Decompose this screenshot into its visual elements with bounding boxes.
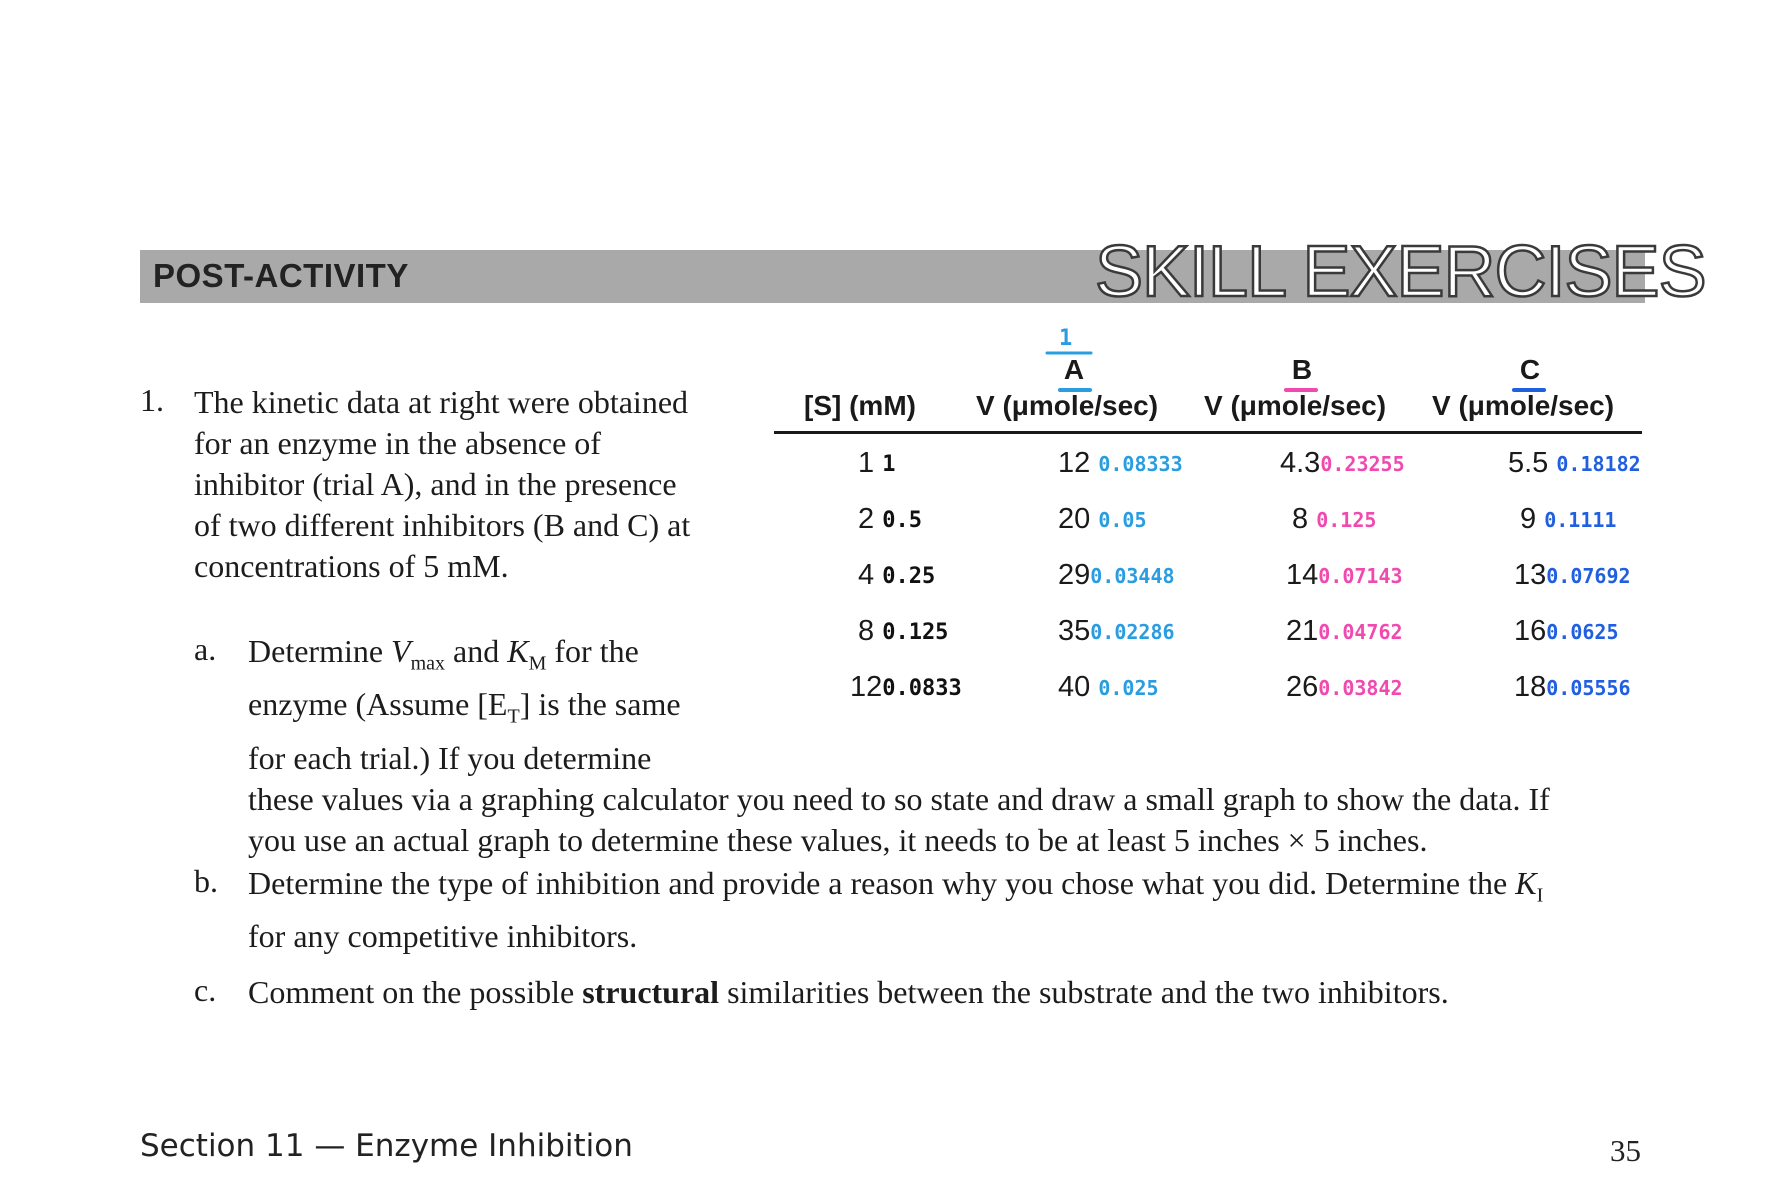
part-a-line: for each trial.) If you determine <box>248 739 652 776</box>
part-a-line: these values via a graphing calculator you need to so state and draw a small graph to show the data. If <box>248 780 1550 817</box>
text: and <box>445 633 508 669</box>
table-header-rule <box>774 431 1642 434</box>
intro-line: concentrations of 5 mM. <box>194 548 509 584</box>
emphasis: structural <box>582 974 720 1010</box>
table-cell-c <box>1520 503 1616 536</box>
value: 16 <box>1514 615 1547 647</box>
text: for the <box>546 633 639 669</box>
part-c-text <box>248 972 1449 1013</box>
hw-reciprocal: 0.07692 <box>1546 564 1631 588</box>
value: 26 <box>1286 671 1319 703</box>
intro-line: The kinetic data at right were obtained <box>194 384 689 420</box>
table-cell-a <box>1058 447 1183 480</box>
value: 20 <box>1058 503 1091 535</box>
part-b-letter: b. <box>194 863 218 899</box>
hw-reciprocal: 0.125 <box>882 620 949 645</box>
value: 35 <box>1058 615 1091 647</box>
hw-reciprocal: 0.0625 <box>1546 620 1619 644</box>
hw-reciprocal: 0.03448 <box>1090 564 1175 588</box>
hw-reciprocal: 0.1111 <box>1544 508 1617 532</box>
trial-letter-b: B <box>1291 354 1313 385</box>
part-a-letter: a. <box>194 631 217 667</box>
hw-reciprocal: 0.025 <box>1098 676 1159 700</box>
text: Determine <box>248 633 392 669</box>
intro-line: for an enzyme in the absence of <box>194 425 601 461</box>
header-substrate: [S] (mM) <box>804 390 916 421</box>
part-a-line: you use an actual graph to determine these values, it needs to be at least 5 inches × 5 inches. <box>248 821 1428 858</box>
text: Determine the type of inhibition and provide a reason why you chose what you did. Determine the <box>248 865 1516 901</box>
table-cell-s <box>858 615 948 648</box>
km-subscript: M <box>528 652 547 675</box>
text: Comment on the possible <box>248 974 583 1010</box>
hw-reciprocal: 0.07143 <box>1318 564 1403 588</box>
header-velocity-a: V (μmole/sec) <box>976 390 1159 421</box>
hw-reciprocal: 0.5 <box>882 508 922 533</box>
skill-exercises-title: SKILL EXERCISES <box>1095 232 1706 312</box>
table-cell-a <box>1058 503 1147 536</box>
value: 2 <box>858 503 875 535</box>
table-cell-s <box>858 503 922 536</box>
part-c-letter: c. <box>194 972 217 1008</box>
header-velocity-c: V (μmole/sec) <box>1432 390 1615 421</box>
ki-symbol: K <box>1515 865 1537 901</box>
table-cell-b <box>1292 503 1376 536</box>
value: 12 <box>850 671 883 703</box>
table-cell-c <box>1508 447 1641 480</box>
table-cell-c <box>1514 615 1619 648</box>
km-symbol: K <box>507 633 529 669</box>
hw-reciprocal: 0.08333 <box>1098 452 1183 476</box>
trial-letter-a: A <box>1063 354 1085 385</box>
trial-letter-c: C <box>1519 354 1541 385</box>
vmax-subscript: max <box>410 652 446 675</box>
value: 8 <box>1292 503 1309 535</box>
text: similarities between the substrate and the two inhibitors. <box>719 974 1449 1010</box>
ki-subscript: I <box>1536 884 1544 907</box>
value: 18 <box>1514 671 1547 703</box>
part-b-line <box>248 863 1543 916</box>
table-cell-c <box>1514 559 1631 592</box>
part-a-text <box>248 631 1550 861</box>
hw-reciprocal: 0.05556 <box>1546 676 1631 700</box>
hw-reciprocal: 0.05 <box>1098 508 1147 532</box>
part-b-line: for any competitive inhibitors. <box>248 918 638 955</box>
vmax-symbol: V <box>391 633 411 669</box>
table-cell-a <box>1058 559 1175 592</box>
table-cell-b <box>1286 615 1403 648</box>
table-cell-a <box>1058 615 1175 648</box>
page-number: 35 <box>1610 1133 1641 1168</box>
question-number: 1. <box>140 382 164 418</box>
table-cell-b <box>1286 559 1403 592</box>
table-cell-a <box>1058 671 1159 704</box>
hw-reciprocal: 1 <box>882 452 896 477</box>
text: ] is the same <box>519 686 681 723</box>
part-b-text <box>248 863 1543 957</box>
hw-reciprocal: 0.0833 <box>882 676 962 701</box>
post-activity-label: POST-ACTIVITY <box>153 257 409 294</box>
table-cell-c <box>1514 671 1631 704</box>
value: 40 <box>1058 671 1091 703</box>
table-cell-s <box>858 559 935 592</box>
table-cell-s <box>858 447 895 480</box>
value: 9 <box>1520 503 1537 535</box>
table-cell-s <box>850 671 962 704</box>
hw-reciprocal: 0.25 <box>882 564 936 589</box>
intro-line: inhibitor (trial A), and in the presence <box>194 466 677 502</box>
hw-reciprocal: 0.02286 <box>1090 620 1175 644</box>
value: 4.3 <box>1280 447 1321 479</box>
text: enzyme (Assume [E <box>248 686 508 723</box>
value: 14 <box>1286 559 1319 591</box>
et-subscript: T <box>507 705 520 728</box>
value: 12 <box>1058 447 1091 479</box>
hw-reciprocal: 0.125 <box>1316 508 1377 532</box>
hw-reciprocal: 0.03842 <box>1318 676 1403 700</box>
value: 29 <box>1058 559 1091 591</box>
value: 13 <box>1514 559 1547 591</box>
value: 5.5 <box>1508 447 1549 479</box>
value: 4 <box>858 559 875 591</box>
header-velocity-b: V (μmole/sec) <box>1204 390 1387 421</box>
hw-reciprocal: 0.23255 <box>1320 452 1405 476</box>
table-cell-b <box>1280 447 1405 480</box>
value: 21 <box>1286 615 1319 647</box>
intro-line: of two different inhibitors (B and C) at <box>194 507 691 543</box>
handwritten-annotation: 1 <box>1059 326 1073 351</box>
question-intro <box>194 382 690 587</box>
footer-section-title: Section 11 — Enzyme Inhibition <box>140 1128 633 1164</box>
hw-reciprocal: 0.04762 <box>1318 620 1403 644</box>
hw-reciprocal: 0.18182 <box>1556 452 1641 476</box>
value: 1 <box>858 447 875 479</box>
table-cell-b <box>1286 671 1403 704</box>
value: 8 <box>858 615 875 647</box>
